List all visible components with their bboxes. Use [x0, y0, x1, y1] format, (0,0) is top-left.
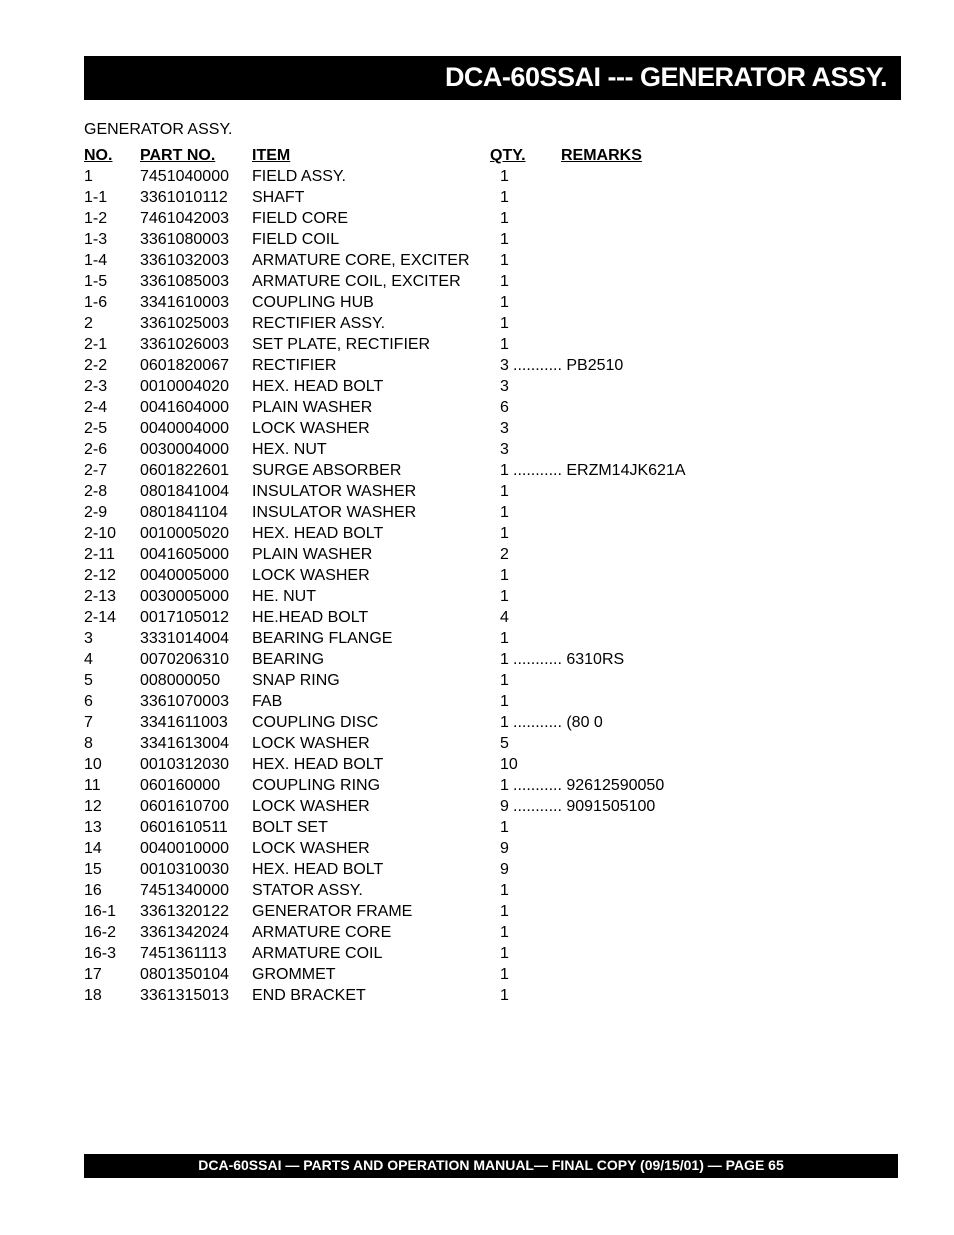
part-number-index: 2-7 [84, 462, 108, 479]
item-description: BEARING [252, 651, 325, 668]
item-description: INSULATOR WASHER [252, 483, 417, 500]
quantity: 10 [500, 756, 518, 773]
part-number: 0040004000 [140, 420, 229, 437]
table-row [84, 943, 784, 964]
table-row [84, 859, 784, 880]
remarks: ........... 92612590050 [513, 777, 665, 794]
item-description: ARMATURE CORE [252, 924, 392, 941]
part-number: 008000050 [140, 672, 221, 689]
table-row [84, 544, 784, 565]
item-description: ARMATURE CORE, EXCITER [252, 252, 470, 269]
table-row [84, 712, 784, 733]
part-number: 0030004000 [140, 441, 229, 458]
table-row [84, 880, 784, 901]
part-number-index: 11 [84, 777, 101, 794]
item-description: PLAIN WASHER [252, 546, 373, 563]
part-number: 0010005020 [140, 525, 229, 542]
part-number-index: 13 [84, 819, 102, 836]
item-description: HEX. NUT [252, 441, 327, 458]
quantity: 4 [500, 609, 509, 626]
table-row [84, 460, 784, 481]
part-number: 0801841104 [140, 504, 228, 521]
part-number-index: 14 [84, 840, 102, 857]
table-row [84, 985, 784, 1006]
remarks: ........... 6310RS [513, 651, 625, 668]
parts-table [84, 145, 784, 1006]
quantity: 1 [500, 693, 509, 710]
part-number: 0070206310 [140, 651, 229, 668]
item-description: FIELD CORE [252, 210, 349, 227]
part-number: 3361342024 [140, 924, 229, 941]
quantity: 1 [500, 777, 509, 794]
column-header-no: NO. [84, 147, 113, 164]
part-number-index: 16-2 [84, 924, 117, 941]
item-description: RECTIFIER ASSY. [252, 315, 386, 332]
part-number: 3341610003 [140, 294, 229, 311]
part-number-index: 1-1 [84, 189, 108, 206]
part-number: 7451040000 [140, 168, 229, 185]
part-number-index: 8 [84, 735, 93, 752]
part-number-index: 16-3 [84, 945, 117, 962]
item-description: SHAFT [252, 189, 305, 206]
part-number: 0010310030 [140, 861, 229, 878]
quantity: 1 [500, 252, 509, 269]
part-number: 0010312030 [140, 756, 229, 773]
quantity: 1 [500, 672, 509, 689]
table-row [84, 670, 784, 691]
item-description: PLAIN WASHER [252, 399, 373, 416]
quantity: 2 [500, 546, 509, 563]
item-description: GENERATOR FRAME [252, 903, 413, 920]
table-row [84, 334, 784, 355]
part-number-index: 1 [84, 168, 93, 185]
table-row [84, 838, 784, 859]
part-number: 0801841004 [140, 483, 229, 500]
quantity: 1 [500, 210, 509, 227]
item-description: FIELD COIL [252, 231, 340, 248]
table-row [84, 271, 784, 292]
part-number-index: 6 [84, 693, 93, 710]
table-row [84, 628, 784, 649]
part-number-index: 2-12 [84, 567, 117, 584]
table-row [84, 523, 784, 544]
item-description: COUPLING HUB [252, 294, 374, 311]
part-number-index: 7 [84, 714, 93, 731]
table-row [84, 607, 784, 628]
quantity: 1 [500, 966, 509, 983]
table-row [84, 229, 784, 250]
table-row [84, 502, 784, 523]
part-number-index: 2-5 [84, 420, 108, 437]
part-number: 3341613004 [140, 735, 229, 752]
table-row [84, 397, 784, 418]
page-title: DCA-60SSAI --- GENERATOR ASSY. [444, 62, 887, 92]
quantity: 5 [500, 735, 509, 752]
item-description: COUPLING DISC [252, 714, 379, 731]
quantity: 1 [500, 294, 509, 311]
part-number-index: 16-1 [84, 903, 117, 920]
table-row [84, 250, 784, 271]
item-description: HEX. HEAD BOLT [252, 756, 384, 773]
quantity: 3 [500, 420, 509, 437]
part-number-index: 2-8 [84, 483, 108, 500]
table-row [84, 313, 784, 334]
quantity: 1 [500, 336, 509, 353]
table-row [84, 376, 784, 397]
quantity: 3 [500, 441, 509, 458]
item-description: LOCK WASHER [252, 735, 370, 752]
remarks: ........... 9091505100 [513, 798, 656, 815]
item-description: GROMMET [252, 966, 336, 983]
part-number: 060160000 [140, 777, 221, 794]
part-number-index: 2-9 [84, 504, 108, 521]
quantity: 1 [500, 315, 509, 332]
part-number: 0017105012 [140, 609, 229, 626]
table-row [84, 187, 784, 208]
part-number: 3361315013 [140, 987, 229, 1004]
item-description: HEX. HEAD BOLT [252, 861, 384, 878]
table-row [84, 691, 784, 712]
part-number-index: 10 [84, 756, 102, 773]
quantity: 9 [500, 840, 509, 857]
part-number-index: 2-2 [84, 357, 108, 374]
title-bar [84, 56, 901, 100]
table-row [84, 355, 784, 376]
table-row [84, 418, 784, 439]
column-header-qty: QTY. [490, 147, 526, 164]
part-number: 7451361113 [140, 945, 227, 962]
item-description: BEARING FLANGE [252, 630, 393, 647]
part-number: 0601822601 [140, 462, 229, 479]
part-number-index: 1-4 [84, 252, 108, 269]
part-number-index: 2 [84, 315, 93, 332]
table-row [84, 733, 784, 754]
table-row [84, 775, 784, 796]
part-number: 0601820067 [140, 357, 229, 374]
part-number-index: 2-13 [84, 588, 117, 605]
remarks: ........... PB2510 [513, 357, 624, 374]
item-description: HE. NUT [252, 588, 316, 605]
item-description: LOCK WASHER [252, 798, 370, 815]
item-description: RECTIFIER [252, 357, 337, 374]
part-number-index: 18 [84, 987, 102, 1004]
part-number: 0010004020 [140, 378, 229, 395]
item-description: HEX. HEAD BOLT [252, 378, 384, 395]
table-row [84, 649, 784, 670]
item-description: LOCK WASHER [252, 840, 370, 857]
quantity: 1 [500, 714, 509, 731]
part-number-index: 12 [84, 798, 102, 815]
table-row [84, 964, 784, 985]
table-row [84, 901, 784, 922]
part-number: 7461042003 [140, 210, 229, 227]
part-number-index: 4 [84, 651, 93, 668]
part-number-index: 1-2 [84, 210, 108, 227]
part-number-index: 2-1 [84, 336, 108, 353]
quantity: 1 [500, 273, 509, 290]
quantity: 3 [500, 378, 509, 395]
part-number: 3331014004 [140, 630, 229, 647]
quantity: 1 [500, 882, 509, 899]
quantity: 1 [500, 462, 509, 479]
table-row [84, 817, 784, 838]
part-number-index: 1-6 [84, 294, 108, 311]
part-number: 0030005000 [140, 588, 229, 605]
table-row [84, 796, 784, 817]
section-label: GENERATOR ASSY. [84, 121, 233, 138]
quantity: 1 [500, 630, 509, 647]
quantity: 9 [500, 798, 509, 815]
item-description: FIELD ASSY. [252, 168, 346, 185]
item-description: HEX. HEAD BOLT [252, 525, 384, 542]
part-number: 3361025003 [140, 315, 229, 332]
quantity: 6 [500, 399, 509, 416]
part-number: 3361320122 [140, 903, 229, 920]
part-number: 3361026003 [140, 336, 229, 353]
part-number: 0601610511 [140, 819, 228, 836]
part-number: 3361080003 [140, 231, 229, 248]
part-number: 0040010000 [140, 840, 229, 857]
footer-bar [84, 1154, 898, 1178]
part-number: 0040005000 [140, 567, 229, 584]
table-row [84, 292, 784, 313]
table-row [84, 586, 784, 607]
quantity: 1 [500, 987, 509, 1004]
part-number-index: 16 [84, 882, 102, 899]
remarks: ........... ERZM14JK621A [513, 462, 686, 479]
quantity: 1 [500, 483, 509, 500]
part-number-index: 2-14 [84, 609, 117, 626]
quantity: 3 [500, 357, 509, 374]
part-number: 0041604000 [140, 399, 229, 416]
part-number: 0801350104 [140, 966, 229, 983]
part-number: 3341611003 [140, 714, 228, 731]
item-description: ARMATURE COIL, EXCITER [252, 273, 461, 290]
quantity: 1 [500, 588, 509, 605]
part-number-index: 2-11 [84, 546, 115, 563]
part-number-index: 17 [84, 966, 102, 983]
table-row [84, 565, 784, 586]
part-number: 0041605000 [140, 546, 229, 563]
part-number-index: 2-6 [84, 441, 108, 458]
part-number-index: 15 [84, 861, 102, 878]
item-description: FAB [252, 693, 283, 710]
column-header-remarks: REMARKS [561, 147, 642, 164]
table-row [84, 439, 784, 460]
item-description: SNAP RING [252, 672, 340, 689]
part-number: 3361085003 [140, 273, 229, 290]
part-number-index: 3 [84, 630, 93, 647]
item-description: INSULATOR WASHER [252, 504, 417, 521]
quantity: 1 [500, 231, 509, 248]
quantity: 1 [500, 819, 509, 836]
quantity: 1 [500, 903, 509, 920]
item-description: END BRACKET [252, 987, 366, 1004]
part-number: 7451340000 [140, 882, 229, 899]
part-number-index: 2-4 [84, 399, 108, 416]
quantity: 9 [500, 861, 509, 878]
item-description: ARMATURE COIL [252, 945, 383, 962]
part-number-index: 1-5 [84, 273, 108, 290]
part-number: 3361010112 [140, 189, 228, 206]
item-description: BOLT SET [252, 819, 328, 836]
item-description: COUPLING RING [252, 777, 381, 794]
quantity: 1 [500, 504, 509, 521]
part-number: 3361070003 [140, 693, 229, 710]
quantity: 1 [500, 168, 509, 185]
part-number-index: 2-10 [84, 525, 117, 542]
item-description: LOCK WASHER [252, 420, 370, 437]
item-description: HE.HEAD BOLT [252, 609, 369, 626]
column-header-item: ITEM [252, 147, 291, 164]
table-row [84, 208, 784, 229]
quantity: 1 [500, 924, 509, 941]
quantity: 1 [500, 189, 509, 206]
part-number: 0601610700 [140, 798, 229, 815]
part-number-index: 2-3 [84, 378, 108, 395]
remarks: ........... (80 0 [513, 714, 603, 731]
item-description: SURGE ABSORBER [252, 462, 402, 479]
item-description: LOCK WASHER [252, 567, 370, 584]
part-number: 3361032003 [140, 252, 229, 269]
column-header-part-no: PART NO. [140, 147, 216, 164]
table-row [84, 166, 784, 187]
item-description: SET PLATE, RECTIFIER [252, 336, 431, 353]
part-number-index: 5 [84, 672, 93, 689]
item-description: STATOR ASSY. [252, 882, 363, 899]
table-row [84, 754, 784, 775]
quantity: 1 [500, 651, 509, 668]
part-number-index: 1-3 [84, 231, 108, 248]
quantity: 1 [500, 945, 509, 962]
quantity: 1 [500, 525, 509, 542]
quantity: 1 [500, 567, 509, 584]
table-header-row [84, 145, 784, 166]
table-row [84, 922, 784, 943]
footer-text: DCA-60SSAI — PARTS AND OPERATION MANUAL— FINAL COPY (09/15/01) — PAGE 65 [198, 1157, 784, 1173]
table-row [84, 481, 784, 502]
